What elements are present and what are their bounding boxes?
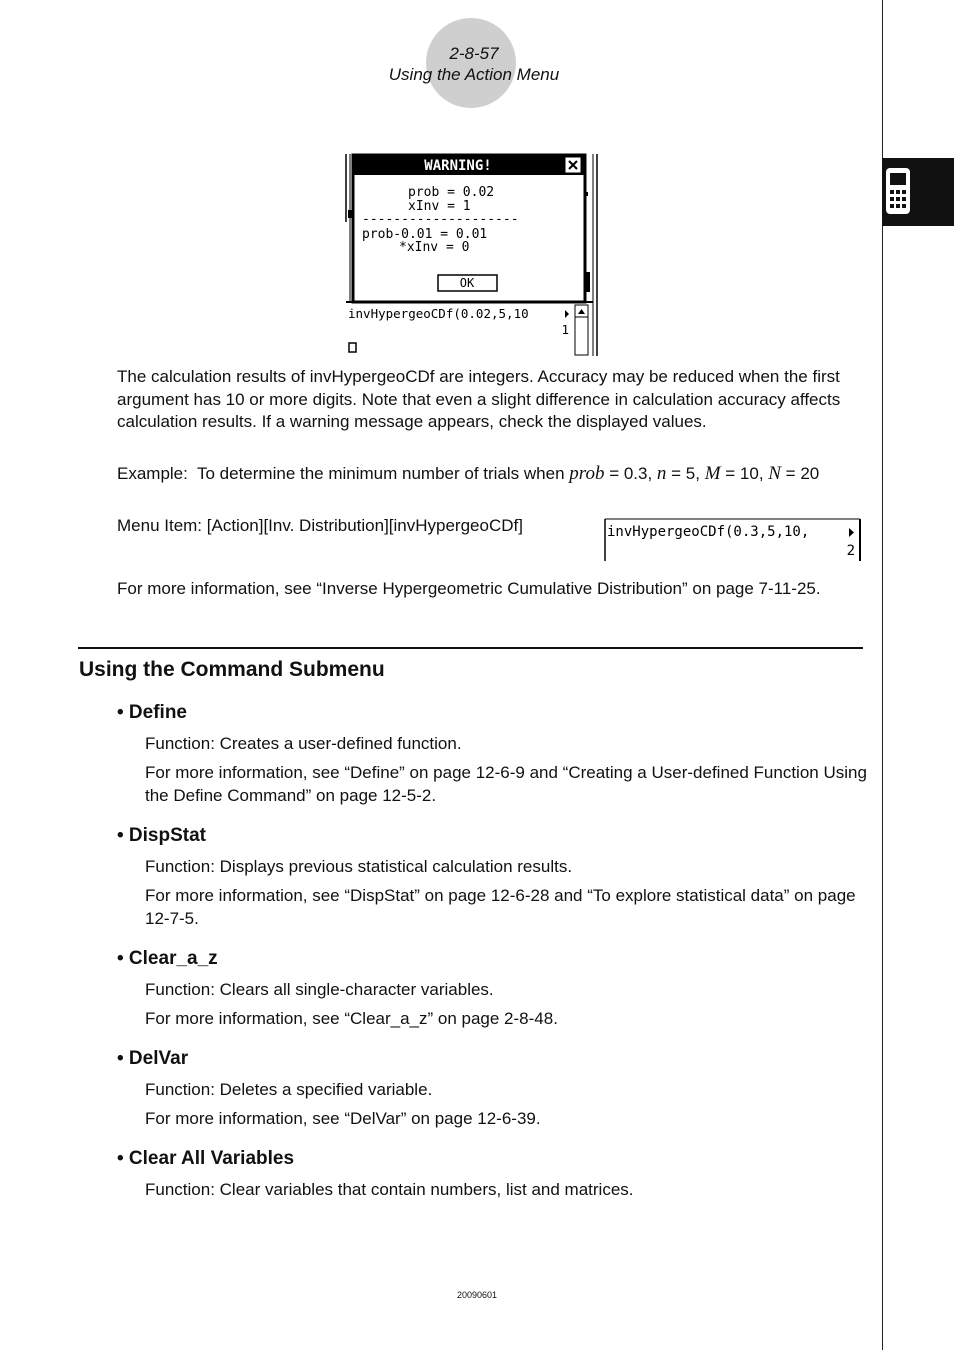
input-result: 1 (561, 322, 569, 337)
val-prob: = 0.3, (604, 464, 657, 483)
example-text (197, 463, 847, 486)
command-function-define: Function: Creates a user-defined function. (145, 734, 462, 753)
command-info-clear-a-z: For more information, see “Clear_a_z” on page 2-8-48. (145, 1009, 558, 1028)
example-screenshot (604, 518, 862, 562)
var-M: M (704, 463, 721, 484)
page-number: 2-8-57 (449, 44, 499, 63)
warning-line-prob: prob = 0.02 (408, 185, 495, 200)
command-title-clear-all: • Clear All Variables (117, 1148, 295, 1169)
section-title: Using the Command Submenu (79, 658, 385, 681)
command-info-define: For more information, see “Define” on page 12-6-9 and “Creating a User-defined Function Using the Define Command” on page 12-5-2. (145, 763, 867, 805)
command-title-clear-a-z: • Clear_a_z (117, 948, 218, 969)
warning-separator: -------------------- (362, 212, 519, 227)
warning-line-diff: prob-0.01 = 0.01 (362, 227, 488, 242)
var-n: n (656, 463, 667, 484)
calculator-icon (882, 158, 954, 226)
warning-title: WARNING! (424, 158, 492, 174)
close-icon[interactable] (566, 158, 580, 172)
command-title-define: • Define (117, 702, 187, 723)
footer-code: 20090601 (456, 1290, 498, 1300)
input-expression: invHypergeoCDf(0.02,5,10 (348, 306, 529, 321)
command-info-delvar: For more information, see “DelVar” on page 12-6-39. (145, 1109, 541, 1128)
intro-paragraph: The calculation results of invHypergeoCDf are integers. Accuracy may be reduced when the first argument has 10 or more digits. Note that even a slight difference in calculation accuracy affects calculation results. If a warning message appears, check the displayed values. (117, 367, 841, 431)
warning-line-xinv: xInv = 1 (408, 199, 471, 214)
example-expression: invHypergeoCDf(0.3,5,10, (607, 524, 810, 540)
command-title-dispstat: • DispStat (117, 825, 206, 846)
more-info-paragraph: For more information, see “Inverse Hypergeometric Cumulative Distribution” on page 7-11-25. (117, 579, 821, 598)
command-function-delvar: Function: Deletes a specified variable. (145, 1080, 433, 1099)
menu-item-path: Menu Item: [Action][Inv. Distribution][invHypergeoCDf] (117, 516, 523, 535)
command-function-clear-a-z: Function: Clears all single-character variables. (145, 980, 494, 999)
example-label: Example: (117, 464, 188, 483)
warning-dialog-screenshot (344, 152, 598, 356)
val-M: = 10, (720, 464, 769, 483)
example-text-start: To determine the minimum number of trials when (197, 464, 570, 483)
page-section-title: Using the Action Menu (388, 65, 560, 84)
warning-line-xinv-zero: *xInv = 0 (399, 240, 470, 255)
var-prob: prob (569, 463, 605, 484)
ok-button-label: OK (459, 276, 475, 290)
command-function-clear-all: Function: Clear variables that contain numbers, list and matrices. (145, 1180, 634, 1199)
val-n: = 5, (666, 464, 705, 483)
ok-button[interactable] (438, 275, 497, 291)
var-N: N (768, 463, 781, 484)
command-title-delvar: • DelVar (117, 1048, 189, 1069)
val-N: = 20 (780, 464, 820, 483)
example-result: 2 (846, 543, 855, 559)
section-divider (78, 647, 863, 649)
command-function-dispstat: Function: Displays previous statistical calculation results. (145, 857, 573, 876)
command-info-dispstat: For more information, see “DispStat” on page 12-6-28 and “To explore statistical data” on page 12-7-5. (145, 886, 856, 928)
chapter-tab (882, 158, 954, 226)
